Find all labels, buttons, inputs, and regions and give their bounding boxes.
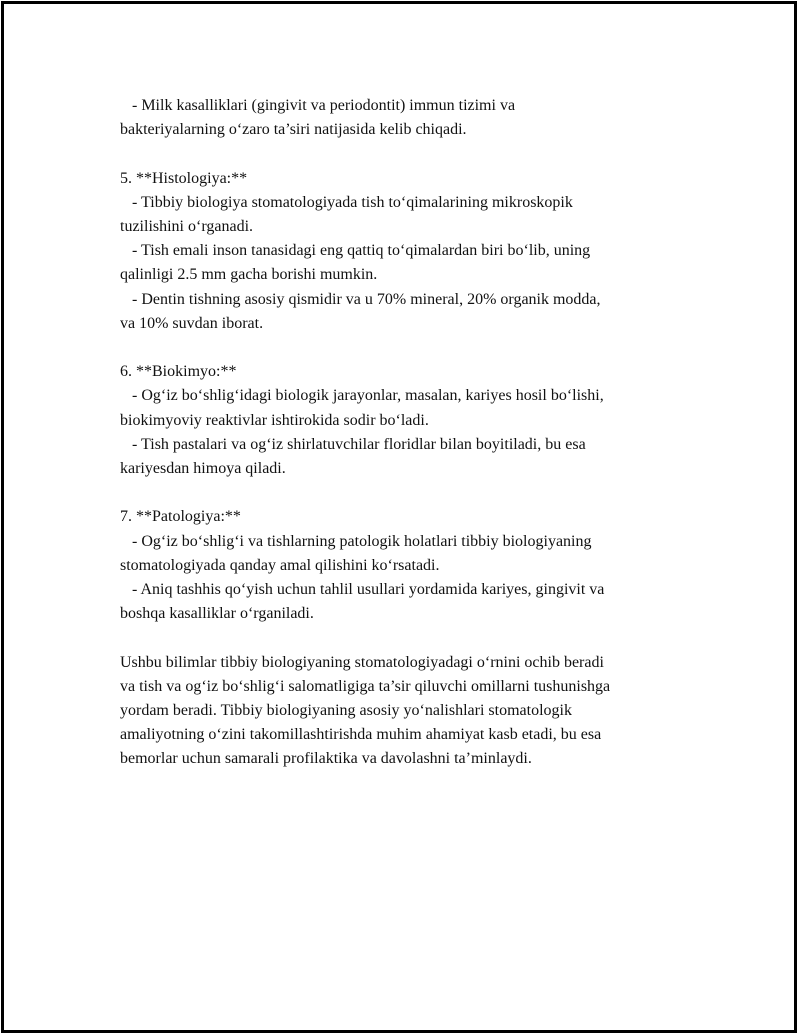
text-line: va tish va og‘iz bo‘shlig‘i salomatligiga ta’sir qiluvchi omillarni tushunishga [120, 677, 611, 695]
text-line: - Tish pastalari va og‘iz shirlatuvchilar floridlar bilan boyitiladi, bu esa [120, 435, 586, 453]
text-line: bakteriyalarning o‘zaro ta’siri natijasida kelib chiqadi. [120, 121, 467, 139]
text-line: - Aniq tashhis qo‘yish uchun tahlil usullari yordamida kariyes, gingivit va [120, 581, 605, 599]
text-line: - Og‘iz bo‘shlig‘i va tishlarning patologik holatlari tibbiy biologiyaning [120, 532, 592, 550]
document-body [120, 94, 700, 772]
text-line: - Tibbiy biologiya stomatologiyada tish to‘qimalarining mikroskopik [120, 193, 573, 211]
text-line: qalinligi 2.5 mm gacha borishi mumkin. [120, 266, 378, 284]
paragraph-spacer [120, 336, 700, 360]
text-line: stomatologiyada qanday amal qilishini ko‘rsatadi. [120, 556, 440, 574]
text-line: amaliyotning o‘zini takomillashtirishda muhim ahamiyat kasb etadi, bu esa [120, 726, 602, 744]
text-line: - Milk kasalliklari (gingivit va periodontit) immun tizimi va [120, 97, 516, 114]
text-line: 6. **Biokimyo:** [120, 363, 237, 381]
text-line: biokimyoviy reaktivlar ishtirokida sodir bo‘ladi. [120, 411, 429, 429]
text-line: boshqa kasalliklar o‘rganiladi. [120, 605, 314, 623]
text-line: bemorlar uchun samarali profilaktika va davolashni ta’minlaydi. [120, 750, 532, 768]
text-line: - Og‘iz bo‘shlig‘idagi biologik jarayonlar, masalan, kariyes hosil bo‘lishi, [120, 387, 604, 405]
text-line: va 10% suvdan iborat. [120, 314, 264, 332]
paragraph-spacer [120, 481, 700, 505]
text-line: tuzilishini o‘rganadi. [120, 218, 254, 235]
document-page [1, 1, 797, 1033]
text-line: kariyesdan himoya qiladi. [120, 460, 286, 478]
text-line: Ushbu bilimlar tibbiy biologiyaning stomatologiyadagi o‘rnini ochib beradi [120, 653, 604, 671]
text-line: 5. **Histologiya:** [120, 169, 248, 187]
text-line: - Tish emali inson tanasidagi eng qattiq to‘qimalardan biri bo‘lib, uning [120, 242, 591, 260]
text-line: - Dentin tishning asosiy qismidir va u 70% mineral, 20% organik modda, [120, 290, 601, 308]
paragraph-spacer [120, 142, 700, 166]
text-line: yordam beradi. Tibbiy biologiyaning asosiy yo‘nalishlari stomatologik [120, 702, 572, 720]
text-line: 7. **Patologiya:** [120, 508, 241, 526]
paragraph-spacer [120, 626, 700, 650]
